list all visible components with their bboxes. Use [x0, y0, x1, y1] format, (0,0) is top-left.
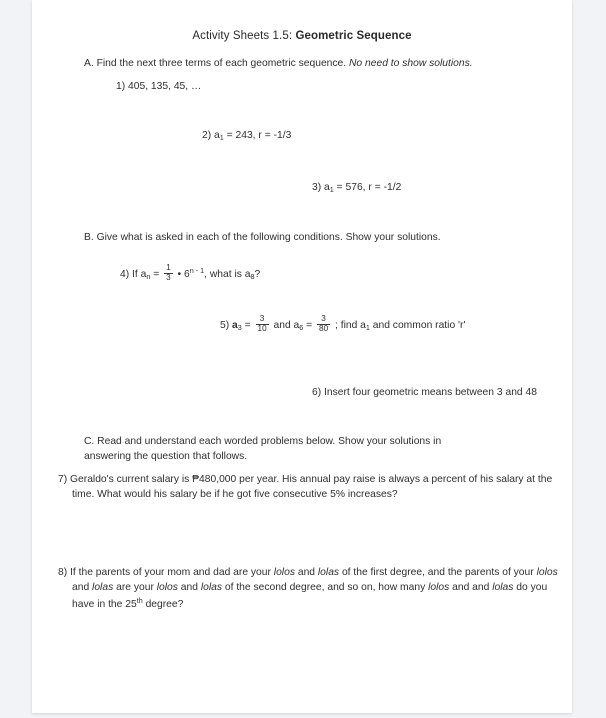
item-5-subscript-3: 1 [365, 322, 370, 332]
section-a-instruction [84, 57, 473, 72]
item-8-italic-3: lolos [536, 567, 558, 578]
item-4-equals: = [150, 268, 163, 280]
item-8-number: 8) [58, 567, 68, 578]
item-8-ordinal-suffix: th [136, 595, 143, 605]
item-8-part-5: are your [113, 581, 157, 593]
item-4-fraction [164, 264, 173, 282]
item-5-number: 5) [220, 319, 230, 331]
item-2-variable: a [214, 130, 220, 141]
item-8-part-8: and and [449, 581, 493, 593]
item-5-variable-1: a [232, 319, 238, 331]
item-2 [202, 129, 291, 144]
section-c-instruction [84, 435, 484, 464]
item-3 [312, 181, 401, 196]
item-8-part-3: of the first degree, and the parents of your [339, 567, 537, 578]
item-5-conjunction: and a [270, 319, 300, 331]
item-5-fraction-1-denominator: 10 [257, 323, 267, 333]
item-8-part-4: and [72, 581, 93, 593]
item-5-fraction-2 [317, 315, 330, 333]
worksheet-page [32, 0, 572, 713]
item-5-equals-2: = [303, 319, 316, 331]
item-8-part-2: and [294, 567, 318, 578]
item-1-text: 405, 135, 45, … [128, 81, 202, 92]
section-b-instruction-text: B. Give what is asked in each of the following conditions. Show your solutions. [84, 232, 441, 243]
item-6-number: 6) [312, 387, 322, 398]
section-b-instruction [84, 231, 441, 246]
item-4-lead: If a [132, 268, 147, 280]
item-4-multiplier: • 6 [174, 268, 190, 280]
item-4-exponent: n - 1 [189, 265, 205, 275]
item-2-text: = 243, r = -1/3 [223, 130, 292, 141]
item-4-subscript-n: n [146, 271, 151, 281]
title-subject: Geometric Sequence [295, 30, 412, 42]
item-5-tail-2: and common ratio 'r' [369, 319, 466, 331]
item-5-subscript-2: 6 [299, 322, 304, 332]
item-4-fraction-numerator: 1 [166, 263, 171, 272]
item-8-part-1: If the parents of your mom and dad are your [70, 567, 274, 578]
page-title [32, 30, 572, 42]
item-8-part-6: and [177, 581, 201, 593]
item-8-italic-6: lolas [200, 581, 223, 593]
item-6 [312, 386, 537, 401]
item-1-number: 1) [116, 81, 126, 92]
item-5-tail: ; find a [332, 319, 366, 331]
item-5-subscript-1: 3 [237, 322, 242, 332]
item-8-part-9: do you have in the 25 [72, 581, 548, 610]
section-a-instruction-text: A. Find the next three terms of each geometric sequence. [84, 58, 349, 69]
item-4-subscript-ask: 8 [250, 271, 255, 281]
item-4-fraction-denominator: 3 [166, 272, 171, 282]
item-3-subscript: 1 [329, 185, 334, 194]
section-c-instruction-text: C. Read and understand each worded problems below. Show your solutions in answering the question that follows. [84, 436, 442, 462]
item-4 [120, 265, 260, 283]
item-6-text: Insert four geometric means between 3 and 48 [324, 387, 537, 398]
item-8 [58, 566, 562, 613]
item-7 [58, 473, 554, 503]
item-5 [220, 316, 465, 334]
item-4-number: 4) [120, 268, 130, 280]
item-8-italic-1: lolos [273, 567, 295, 578]
section-a-instruction-italic: No need to show solutions. [349, 58, 473, 69]
item-5-fraction-2-numerator: 3 [321, 314, 326, 323]
item-2-subscript: 1 [219, 133, 224, 142]
item-1 [116, 80, 201, 95]
item-8-italic-4: lolas [92, 581, 114, 593]
title-prefix: Activity Sheets 1.5: [192, 30, 296, 42]
item-4-question-mark: ? [254, 268, 261, 280]
item-7-number: 7) [58, 474, 68, 485]
item-3-variable: a [324, 182, 330, 193]
item-5-fraction-2-denominator: 80 [319, 323, 329, 333]
item-8-italic-8: lolas [492, 581, 514, 593]
item-5-fraction-1 [256, 315, 269, 333]
item-7-text: Geraldo's current salary is ₱480,000 per year. His annual pay raise is always a percent of his salary at the time. What would his salary be if he got five consecutive 5% increases? [70, 474, 553, 500]
item-8-italic-5: lolos [156, 581, 178, 593]
item-5-equals-1: = [241, 319, 254, 331]
item-4-tail: , what is a [204, 268, 251, 280]
item-2-number: 2) [202, 130, 212, 141]
item-3-text: = 576, r = -1/2 [333, 182, 402, 193]
item-8-italic-7: lolos [428, 581, 450, 593]
item-8-italic-2: lolas [317, 567, 340, 578]
item-8-part-7: of the second degree, and so on, how many [222, 581, 429, 593]
item-3-number: 3) [312, 182, 322, 193]
item-5-fraction-1-numerator: 3 [259, 314, 265, 323]
item-8-part-10: degree? [142, 598, 184, 610]
